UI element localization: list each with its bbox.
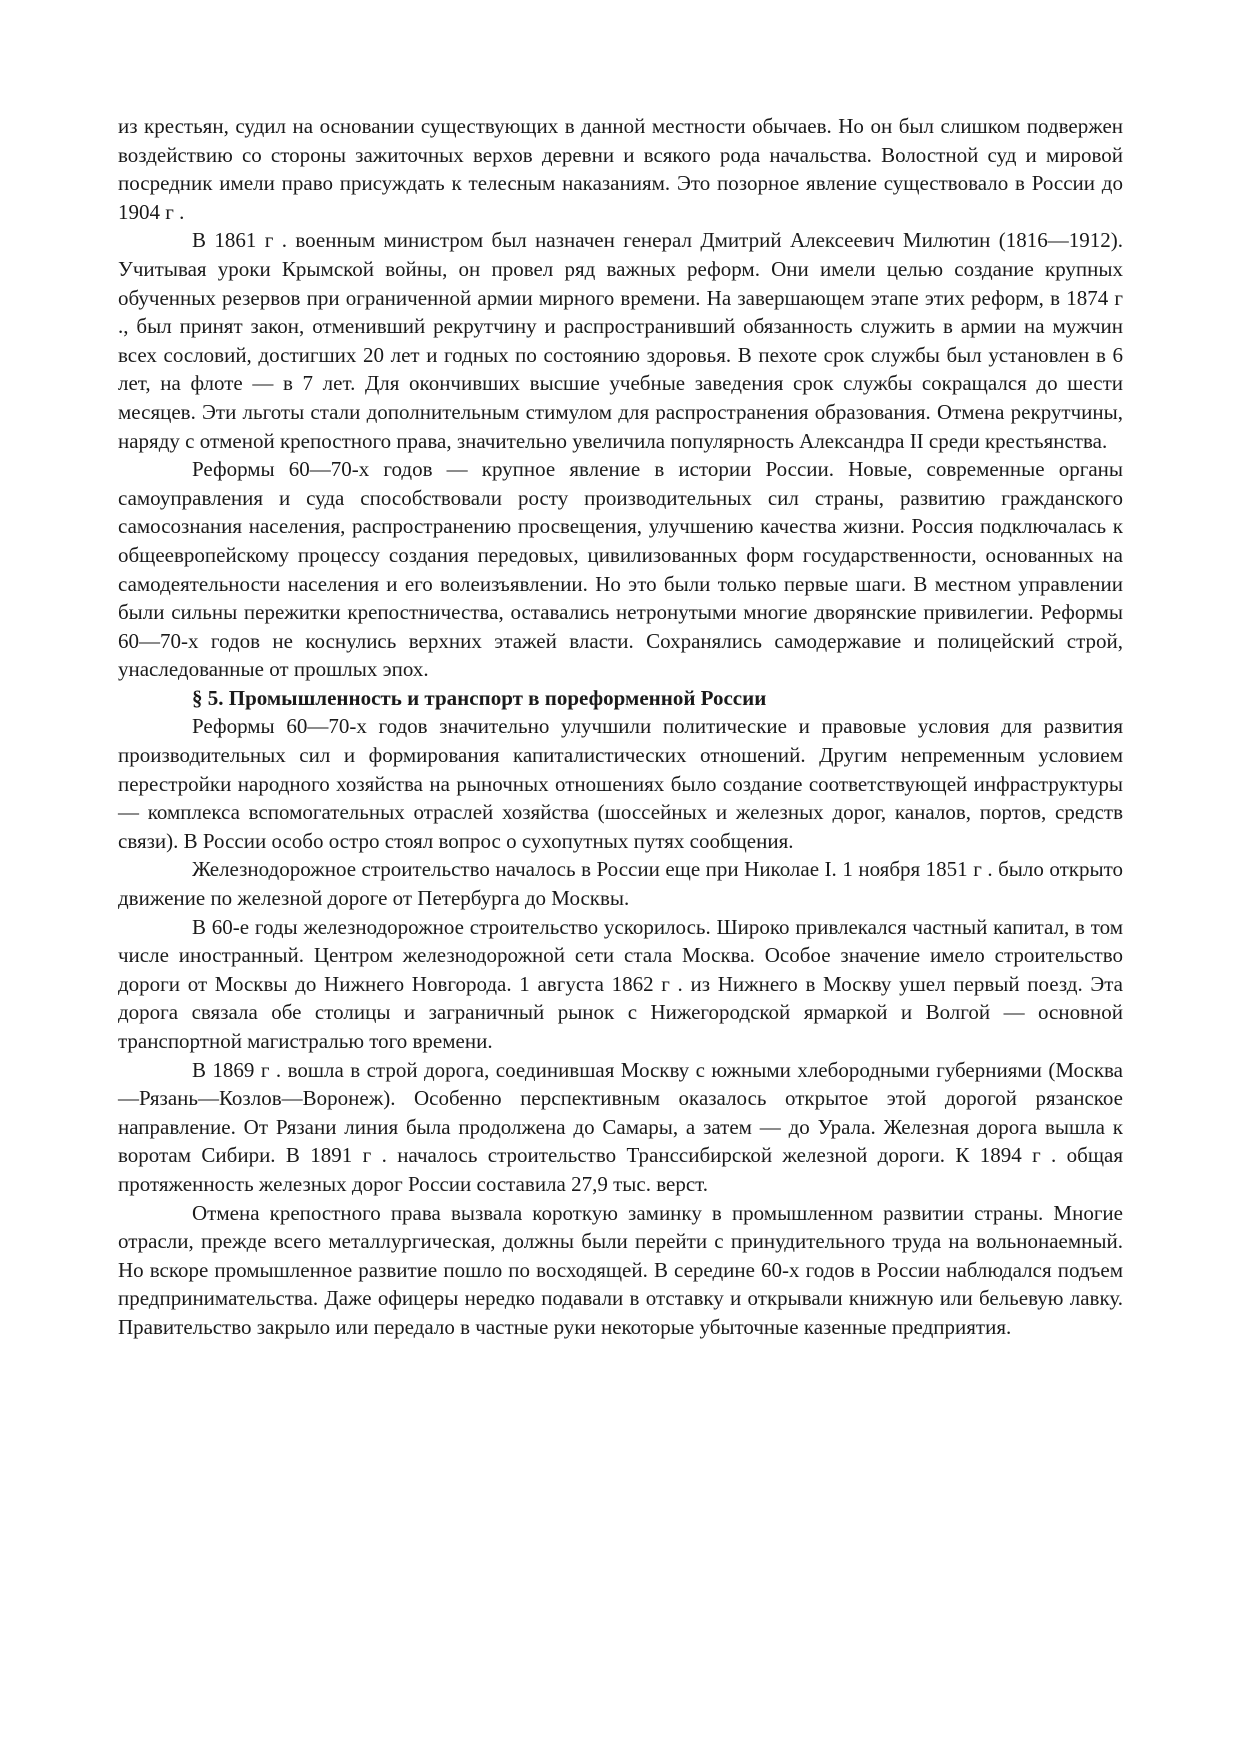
- paragraph: Реформы 60—70-х годов — крупное явление в истории России. Новые, современные органы самоуправления и суда способствовали росту производительных сил страны, развитию гражданского самосознания населения, распространению просвещения, улучшению качества жизни. Россия подключалась к общеевропейскому процессу создания передовых, цивилизованных форм государственности, основанных на самодеятельности населения и его волеизъявлении. Но это были только первые шаги. В местном управлении были сильны пережитки крепостничества, оставались нетронутыми многие дворянские привилегии. Реформы 60—70-х годов не коснулись верхних этажей власти. Сохранялись самодержавие и полицейский строй, унаследованные от прошлых эпох.: [118, 457, 1123, 682]
- document-page: [118, 112, 1123, 1342]
- section-heading: § 5. Промышленность и транспорт в пореформенной России: [192, 685, 767, 710]
- paragraph: Отмена крепостного права вызвала короткую заминку в промышленном развитии страны. Многие отрасли, прежде всего металлургическая, должны были перейти с принудительного труда на вольнонаемный. Но вскоре промышленное развитие пошло по восходящей. В середине 60-х годов в России наблюдался подъем предпринимательства. Даже офицеры нередко подавали в отставку и открывали книжную или бельевую лавку. Правительство закрыло или передало в частные руки некоторые убыточные казенные предприятия.: [118, 1200, 1123, 1339]
- paragraph: из крестьян, судил на основании существующих в данной местности обычаев. Но он был слишком подвержен воздействию со стороны зажиточных верхов деревни и всякого рода начальства. Волостной суд и мировой посредник имели право присуждать к телесным наказаниям. Это позорное явление существовало в России до 1904 г .: [118, 114, 1123, 224]
- paragraph: В 60-е годы железнодорожное строительство ускорилось. Широко привлекался частный капитал, в том числе иностранный. Центром железнодорожной сети стала Москва. Особое значение имело строительство дороги от Москвы до Нижнего Новгорода. 1 августа 1862 г . из Нижнего в Москву ушел первый поезд. Эта дорога связала обе столицы и заграничный рынок с Нижегородской ярмаркой и Волгой — основной транспортной магистралью того времени.: [118, 914, 1123, 1053]
- paragraph: В 1861 г . военным министром был назначен генерал Дмитрий Алексеевич Милютин (1816—1912). Учитывая уроки Крымской войны, он провел ряд важных реформ. Они имели целью создание крупных обученных резервов при ограниченной армии мирного времени. На завершающем этапе этих реформ, в 1874 г ., был принят закон, отменивший рекрутчину и распространивший обязанность служить в армии на мужчин всех сословий, достигших 20 лет и годных по состоянию здоровья. В пехоте срок службы был установлен в 6 лет, на флоте — в 7 лет. Для окончивших высшие учебные заведения срок службы сокращался до шести месяцев. Эти льготы стали дополнительным стимулом для распространения образования. Отмена рекрутчины, наряду с отменой крепостного права, значительно увеличила популярность Александра II среди крестьянства.: [118, 228, 1123, 453]
- paragraph: В 1869 г . вошла в строй дорога, соединившая Москву с южными хлебородными губерниями (Москва—Рязань—Козлов—Воронеж). Особенно перспективным оказалось открытое этой дорогой рязанское направление. От Рязани линия была продолжена до Самары, а затем — до Урала. Железная дорога вышла к воротам Сибири. В 1891 г . началось строительство Транссибирской железной дороги. К 1894 г . общая протяженность железных дорог России составила 27,9 тыс. верст.: [118, 1057, 1123, 1196]
- paragraph: Реформы 60—70-х годов значительно улучшили политические и правовые условия для развития производительных сил и формирования капиталистических отношений. Другим непременным условием перестройки народного хозяйства на рыночных отношениях было создание соответствующей инфраструктуры — комплекса вспомогательных отраслей хозяйства (шоссейных и железных дорог, каналов, портов, средств связи). В России особо остро стоял вопрос о сухопутных путях сообщения.: [118, 714, 1123, 853]
- paragraph: Железнодорожное строительство началось в России еще при Николае I. 1 ноября 1851 г . было открыто движение по железной дороге от Петербурга до Москвы.: [118, 857, 1123, 911]
